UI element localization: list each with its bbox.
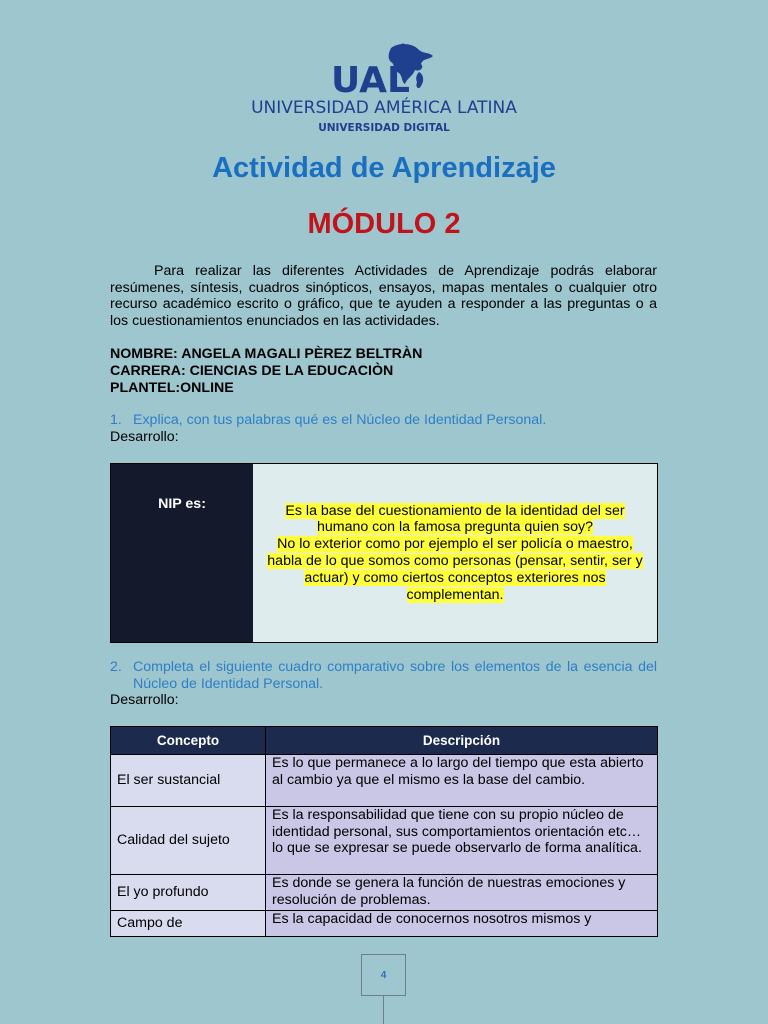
table-row xyxy=(111,755,658,807)
nip-answer-line-2: No lo exterior como por ejemplo el ser policía o maestro, habla de lo que somos como personas (pensar, sentir, ser y actuar) y como ciertos conceptos exteriores nos complementan. xyxy=(267,536,643,603)
question-1-number: 1. xyxy=(110,412,122,428)
page-number: 4 xyxy=(361,954,406,996)
university-name: UNIVERSIDAD AMÉRICA LATINA xyxy=(251,98,517,118)
module-title: MÓDULO 2 xyxy=(307,208,461,240)
question-2-text xyxy=(110,659,657,692)
nip-answer-line-1: Es la base del cuestionamiento de la identidad del ser humano con la famosa pregunta quien soy? xyxy=(285,502,625,536)
row-concepto: Campo de xyxy=(111,911,266,937)
row-descripcion: Es donde se genera la función de nuestras emociones y resolución de problemas. xyxy=(266,875,658,911)
student-name: NOMBRE: ANGELA MAGALI PÈREZ BELTRÀN xyxy=(110,346,423,362)
nip-label: NIP es: xyxy=(111,464,253,642)
table-row xyxy=(111,911,658,937)
question-1 xyxy=(110,412,657,445)
question-1-desarrollo: Desarrollo: xyxy=(110,428,179,445)
question-2-number: 2. xyxy=(110,659,122,675)
table-header-row xyxy=(111,727,658,755)
student-info xyxy=(110,346,422,397)
student-career: CARRERA: CIENCIAS DE LA EDUCACIÒN xyxy=(110,363,394,379)
nip-answer-box xyxy=(110,463,658,643)
page-title: Actividad de Aprendizaje xyxy=(212,152,556,184)
svg-text:UAL: UAL xyxy=(331,60,410,96)
university-subtitle: UNIVERSIDAD DIGITAL xyxy=(318,122,450,134)
nip-answer xyxy=(253,464,657,642)
row-descripcion: Es la responsabilidad que tiene con su propio núcleo de identidad personal, sus comportamientos orientación etc…lo que se expresar se puede observarlo de forma analítica. xyxy=(266,807,658,875)
student-campus: PLANTEL:ONLINE xyxy=(110,380,234,396)
row-concepto: El ser sustancial xyxy=(111,755,266,807)
question-2 xyxy=(110,659,657,709)
row-concepto: Calidad del sujeto xyxy=(111,807,266,875)
question-1-label: Explica, con tus palabras qué es el Núcleo de Identidad Personal. xyxy=(133,412,547,428)
question-2-desarrollo: Desarrollo: xyxy=(110,692,179,709)
ual-logo xyxy=(0,42,768,96)
header-concepto: Concepto xyxy=(111,727,266,755)
header-descripcion: Descripción xyxy=(266,727,658,755)
comparison-table xyxy=(110,726,658,937)
page-number-line xyxy=(383,996,384,1024)
row-descripcion: Es lo que permanece a lo largo del tiempo que esta abierto al cambio ya que el mismo es la base del cambio. xyxy=(266,755,658,807)
row-descripcion: Es la capacidad de conocernos nosotros mismos y xyxy=(266,911,658,937)
question-2-label: Completa el siguiente cuadro comparativo sobre los elementos de la esencia del Núcleo de Identidad Personal. xyxy=(133,659,657,692)
row-concepto: El yo profundo xyxy=(111,875,266,911)
table-row xyxy=(111,875,658,911)
table-row xyxy=(111,807,658,875)
logo-globe-icon xyxy=(329,42,439,96)
question-1-text xyxy=(110,412,657,429)
intro-paragraph: Para realizar las diferentes Actividades de Aprendizaje podrás elaborar resúmenes, síntesis, cuadros sinópticos, ensayos, mapas mentales o cualquier otro recurso académico escrito o gráfico, que te ayuden a responder a las preguntas o a los cuestionamientos enunciados en las actividades. xyxy=(110,263,657,330)
